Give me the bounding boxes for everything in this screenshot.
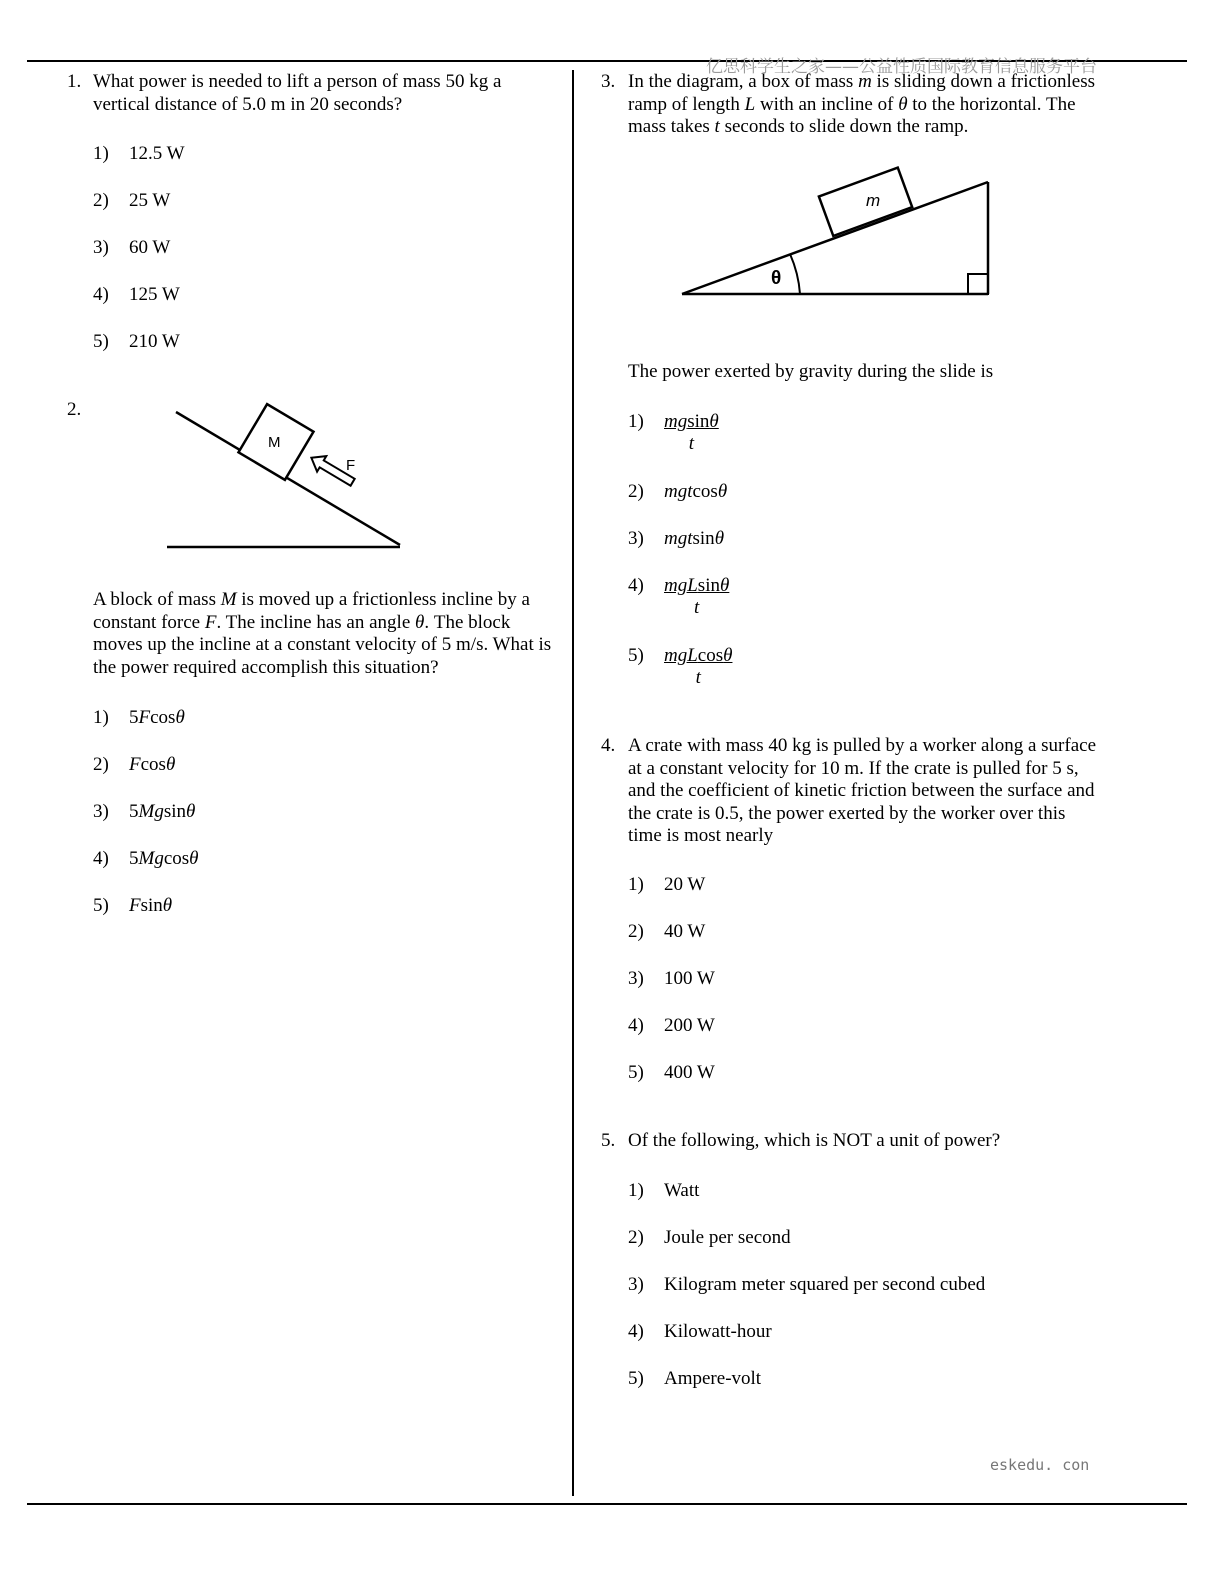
question-number: 4. bbox=[601, 735, 616, 756]
answer-option: 3) mgtsinθ bbox=[628, 528, 725, 549]
block-label: M bbox=[268, 434, 281, 451]
answer-option: 5) Ampere-volt bbox=[628, 1368, 762, 1389]
answer-option: 4) 125 W bbox=[93, 284, 180, 305]
answer-option: 1) 5Fcosθ bbox=[93, 707, 185, 728]
right-angle-marker bbox=[968, 274, 988, 294]
answer-option: 2) 25 W bbox=[93, 190, 171, 211]
answer-option: 1) Watt bbox=[628, 1180, 700, 1201]
footer-site: eskedu. con bbox=[990, 1456, 1090, 1474]
question-text: A crate with mass 40 kg is pulled by a worker along a surface at a constant velocity for 10 m. If the crate is pulled for 5 s, and the coefficient of kinetic friction between the surface and the crate is 0.5, the power exerted by the worker over this time is most nearly bbox=[628, 735, 1097, 846]
incline-diagram bbox=[150, 395, 420, 560]
answer-option: 4) Kilowatt-hour bbox=[628, 1321, 772, 1342]
question-number: 1. bbox=[67, 71, 82, 92]
answer-option: 3) 100 W bbox=[628, 968, 715, 989]
bottom-rule bbox=[27, 1503, 1187, 1505]
answer-option: 5) $\frac{\text{mgLcosθ}}{t}$ bbox=[628, 645, 733, 688]
answer-option: 3) 5Mgsinθ bbox=[93, 801, 196, 822]
answer-option: 1) $\frac{mgsin\theta}{t}$ bbox=[628, 411, 719, 454]
answer-option: 2) Fcosθ bbox=[93, 754, 176, 775]
answer-option: 4) $\frac{\text{mgLsinθ}}{t}$ bbox=[628, 575, 730, 618]
box-label: m bbox=[866, 191, 881, 210]
answer-option: 1) 20 W bbox=[628, 874, 706, 895]
answer-option: 4) 5Mgcosθ bbox=[93, 848, 199, 869]
question-number: 3. bbox=[601, 71, 616, 92]
question-number: 5. bbox=[601, 1130, 616, 1151]
question-text: Of the following, which is NOT a unit of power? bbox=[628, 1130, 1001, 1151]
answer-option: 3) 60 W bbox=[93, 237, 171, 258]
watermark: 亿思科学生之家——公益性质国际教育信息服务平台 bbox=[706, 57, 1097, 77]
answer-option: 2) mgtcosθ bbox=[628, 481, 728, 502]
question-text: What power is needed to lift a person of mass 50 kg a vertical distance of 5.0 m in 20 seconds? bbox=[93, 71, 502, 115]
answer-option: 5) 400 W bbox=[628, 1062, 715, 1083]
answer-option: 5) Fsinθ bbox=[93, 895, 173, 916]
ramp-diagram bbox=[670, 160, 1000, 305]
angle-arc bbox=[790, 254, 800, 294]
answer-option: 4) 200 W bbox=[628, 1015, 715, 1036]
answer-option: 2) Joule per second bbox=[628, 1227, 791, 1248]
answer-option: 3) Kilogram meter squared per second cubed bbox=[628, 1274, 986, 1295]
question-text: A block of mass M is moved up a frictionless incline by a constant force F. The incline has an angle θ. The block moves up the incline at a constant velocity of 5 m/s. What is the power required accomplish this situation? bbox=[93, 589, 552, 678]
force-label: F bbox=[346, 457, 356, 474]
answer-option: 5) 210 W bbox=[93, 331, 180, 352]
question-number: 2. bbox=[67, 399, 82, 420]
angle-label: θ bbox=[771, 268, 782, 289]
answer-option: 2) 40 W bbox=[628, 921, 706, 942]
question-text: In the diagram, a box of mass m is sliding down a frictionless ramp of length L with an incline of θ to the horizontal. The mass takes t seconds to slide down the ramp. bbox=[628, 71, 1096, 137]
column-divider bbox=[572, 70, 574, 1496]
answer-option: 1) 12.5 W bbox=[93, 143, 185, 164]
question-prompt: The power exerted by gravity during the slide is bbox=[628, 361, 994, 382]
